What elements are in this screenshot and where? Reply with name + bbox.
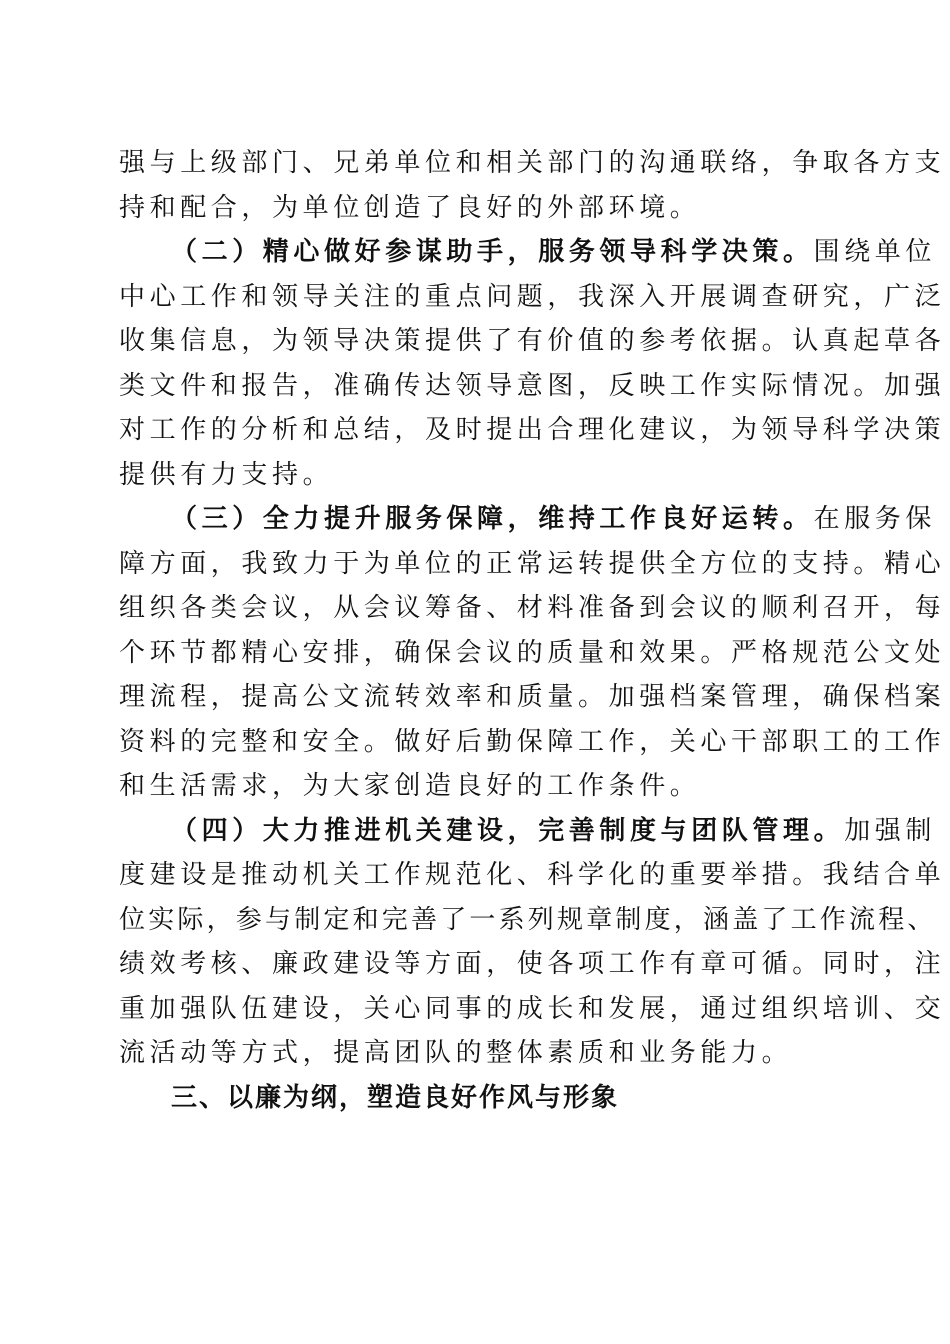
paragraph-line: 重加强队伍建设，关心同事的成长和发展，通过组织培训、交 — [119, 994, 946, 1024]
section-2-first-line-rest: 围绕单位 — [813, 237, 937, 267]
paragraph-line: 理流程，提高公文流转效率和质量。加强档案管理，确保档案 — [119, 682, 946, 712]
paragraph-line: 障方面，我致力于为单位的正常运转提供全方位的支持。精心 — [119, 549, 946, 579]
paragraph-line: 强与上级部门、兄弟单位和相关部门的沟通联络，争取各方支 — [119, 148, 946, 178]
section-4-first-line — [171, 809, 936, 853]
section-2-title: （二）精心做好参谋助手，服务领导科学决策。 — [171, 237, 814, 267]
paragraph-line: 收集信息，为领导决策提供了有价值的参考依据。认真起草各 — [119, 326, 946, 356]
paragraph-line: 持和配合，为单位创造了良好的外部环境。 — [119, 193, 701, 223]
paragraph-line: 中心工作和领导关注的重点问题，我深入开展调查研究，广泛 — [119, 282, 946, 312]
paragraph-line: 类文件和报告，准确传达领导意图，反映工作实际情况。加强 — [119, 371, 946, 401]
paragraph-line: 度建设是推动机关工作规范化、科学化的重要举措。我结合单 — [119, 860, 946, 890]
section-3-first-line-rest: 在服务保 — [813, 504, 937, 534]
section-4-title: （四）大力推进机关建设，完善制度与团队管理。 — [171, 816, 845, 846]
section-heading-3: 三、以廉为纲，塑造良好作风与形象 — [171, 1083, 620, 1113]
paragraph-line: 位实际，参与制定和完善了一系列规章制度，涵盖了工作流程、 — [119, 905, 937, 935]
paragraph-line: 和生活需求，为大家创造良好的工作条件。 — [119, 771, 701, 801]
section-3-first-line — [171, 497, 936, 541]
section-2-first-line — [171, 230, 936, 274]
paragraph-line: 流活动等方式，提高团队的整体素质和业务能力。 — [119, 1038, 793, 1068]
paragraph-line: 对工作的分析和总结，及时提出合理化建议，为领导科学决策 — [119, 415, 946, 445]
paragraph-line: 提供有力支持。 — [119, 460, 334, 490]
paragraph-line: 组织各类会议，从会议筹备、材料准备到会议的顺利召开，每 — [119, 593, 946, 623]
paragraph-line: 资料的完整和安全。做好后勤保障工作，关心干部职工的工作 — [119, 727, 946, 757]
paragraph-line: 个环节都精心安排，确保会议的质量和效果。严格规范公文处 — [119, 638, 946, 668]
section-3-title: （三）全力提升服务保障，维持工作良好运转。 — [171, 504, 814, 534]
section-4-first-line-rest: 加强制 — [844, 816, 937, 846]
paragraph-line: 绩效考核、廉政建设等方面，使各项工作有章可循。同时，注 — [119, 949, 946, 979]
